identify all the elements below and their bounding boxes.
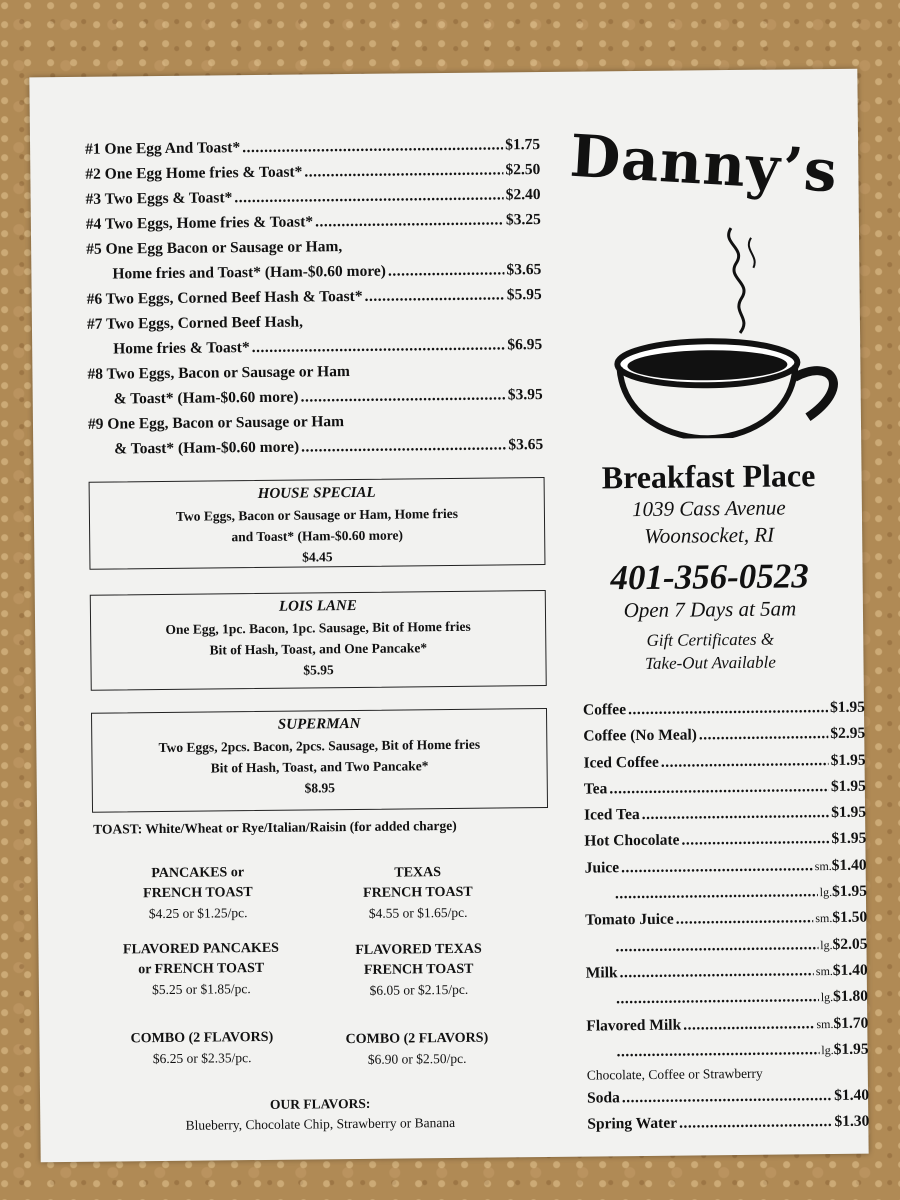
item-label: #8 Two Eggs, Bacon or Sausage or Ham <box>87 363 350 383</box>
pancake-title: FRENCH TOAST <box>363 884 473 901</box>
item-price: $1.75 <box>505 136 541 154</box>
item-label-cont: & Toast* (Ham-$0.60 more) <box>114 438 300 458</box>
menu-item-6 <box>87 282 542 312</box>
pancake-title: FRENCH TOAST <box>143 885 253 902</box>
restaurant-subtitle: Breakfast Place <box>601 457 816 496</box>
item-price: $3.65 <box>506 261 542 279</box>
item-price: $2.40 <box>505 186 541 204</box>
item-label: #3 Two Eggs & Toast* <box>85 189 233 208</box>
pancake-item <box>313 939 524 1001</box>
pancake-title: or FRENCH TOAST <box>138 960 265 978</box>
pancake-item <box>93 938 309 1000</box>
item-label: #2 One Egg Home fries & Toast* <box>85 163 303 183</box>
address-line2: Woonsocket, RI <box>644 522 775 548</box>
coffee-cup-icon <box>561 187 854 440</box>
item-label: #5 One Egg Bacon or Sausage or Ham, <box>86 238 343 258</box>
pancake-title: FLAVORED PANCAKES <box>122 940 280 958</box>
special-title: SUPERMAN <box>277 715 361 733</box>
special-desc: One Egg, 1pc. Bacon, 1pc. Sausage, Bit of Home fries <box>165 618 471 637</box>
address-line1: 1039 Cass Avenue <box>631 495 786 522</box>
item-price: $6.95 <box>507 336 543 354</box>
special-title: HOUSE SPECIAL <box>257 484 376 502</box>
item-label-cont: Home fries and Toast* (Ham-$0.60 more) <box>112 262 387 283</box>
special-desc: Bit of Hash, Toast, and One Pancake* <box>209 640 428 658</box>
flavors-title: OUR FLAVORS: <box>269 1095 371 1112</box>
special-price: $4.45 <box>302 549 333 565</box>
menu-item-4 <box>86 207 541 237</box>
flavors-list: Blueberry, Chocolate Chip, Strawberry or Banana <box>185 1114 456 1133</box>
drink-item: Soda ..... $1.40 <box>587 1083 869 1112</box>
pancake-price: $6.25 or $2.35/pc. <box>152 1050 252 1067</box>
drink-item: Milk ..... sm. $1.40 <box>586 958 868 987</box>
restaurant-info <box>560 119 856 676</box>
drink-item: Flavored Milk ..... sm. $1.70 <box>586 1010 868 1039</box>
drink-item: Juice ..... sm. $1.40 <box>585 852 867 881</box>
item-label-cont: Home fries & Toast* <box>113 339 250 358</box>
pancake-price: $5.25 or $1.85/pc. <box>152 981 251 998</box>
drink-item: Hot Chocolate ..... $1.95 <box>584 826 866 855</box>
pancake-price: $6.05 or $2.15/pc. <box>369 981 469 998</box>
pancake-item <box>94 1027 309 1069</box>
pancake-title: TEXAS <box>394 865 442 881</box>
toast-note: TOAST: White/Wheat or Rye/Italian/Raisin (for added charge) <box>93 817 457 837</box>
pancake-title: FRENCH TOAST <box>363 961 474 978</box>
gift-line1: Gift Certificates & <box>646 629 775 650</box>
drink-item: Tea ..... $1.95 <box>584 774 866 803</box>
drinks-list <box>583 695 870 1139</box>
item-label: #1 One Egg And Toast* <box>85 139 241 158</box>
item-price: $2.50 <box>505 161 541 179</box>
item-label: #6 Two Eggs, Corned Beef Hash & Toast* <box>86 287 363 308</box>
menu-item-8 <box>87 357 542 412</box>
drink-item: ..... lg. $1.80 <box>586 984 868 1013</box>
menu-item-7 <box>87 307 542 362</box>
special-lois-lane <box>90 590 547 691</box>
special-desc: and Toast* (Ham-$0.60 more) <box>231 527 403 545</box>
menu-sheet <box>29 69 868 1163</box>
pancake-title: FLAVORED TEXAS <box>355 941 482 958</box>
flavored-milk-note: Chocolate, Coffee or Strawberry <box>586 1065 763 1083</box>
drink-item: Spring Water ..... $1.30 <box>587 1109 869 1138</box>
drink-item: Coffee ..... $1.95 <box>583 695 865 724</box>
flavors <box>100 1092 540 1137</box>
special-price: $5.95 <box>303 662 334 678</box>
drink-item: Tomato Juice ..... sm. $1.50 <box>585 905 867 934</box>
special-house <box>89 477 546 570</box>
pancake-price: $6.90 or $2.50/pc. <box>367 1050 467 1067</box>
drink-item: ..... lg. $1.95 <box>585 879 867 908</box>
item-label: #4 Two Eggs, Home fries & Toast* <box>85 213 314 233</box>
pancake-item <box>98 863 299 925</box>
pancake-item <box>309 1028 524 1070</box>
special-desc: Bit of Hash, Toast, and Two Pancake* <box>210 758 429 776</box>
special-desc: Two Eggs, Bacon or Sausage or Ham, Home fries <box>175 505 459 524</box>
phone-number: 401-356-0523 <box>610 556 809 598</box>
pancake-price: $4.55 or $1.65/pc. <box>368 904 468 921</box>
item-label: #9 One Egg, Bacon or Sausage or Ham <box>87 413 345 433</box>
special-superman <box>91 708 548 813</box>
drink-item: ..... lg. $1.95 <box>586 1036 868 1065</box>
pancake-price: $4.25 or $1.25/pc. <box>148 905 248 922</box>
item-price: $3.65 <box>508 436 544 454</box>
drink-item: Iced Coffee ..... $1.95 <box>583 747 865 776</box>
restaurant-name: Danny’s <box>568 121 840 206</box>
special-title: LOIS LANE <box>278 597 357 615</box>
breakfast-items <box>85 132 543 462</box>
pancake-title: COMBO (2 FLAVORS) <box>345 1030 489 1048</box>
pancake-item <box>313 862 524 924</box>
item-label-cont: & Toast* (Ham-$0.60 more) <box>113 388 299 408</box>
drink-item: Iced Tea ..... $1.95 <box>584 800 866 829</box>
special-desc: Two Eggs, 2pcs. Bacon, 2pcs. Sausage, Bit of Home fries <box>158 736 481 756</box>
item-price: $3.95 <box>507 386 543 404</box>
gift-line2: Take-Out Available <box>645 652 776 673</box>
pancake-title: COMBO (2 FLAVORS) <box>130 1029 274 1047</box>
pancake-title: PANCAKES or <box>151 865 245 882</box>
item-price: $3.25 <box>505 211 541 229</box>
item-price: $5.95 <box>506 286 542 304</box>
menu-item-9 <box>88 407 543 462</box>
menu-item-5 <box>86 232 541 287</box>
special-price: $8.95 <box>304 780 336 796</box>
drink-item: Coffee (No Meal) ..... $2.95 <box>583 721 865 750</box>
drink-item: ..... lg. $2.05 <box>585 931 867 960</box>
hours: Open 7 Days at 5am <box>623 596 797 623</box>
item-label: #7 Two Eggs, Corned Beef Hash, <box>86 313 304 333</box>
